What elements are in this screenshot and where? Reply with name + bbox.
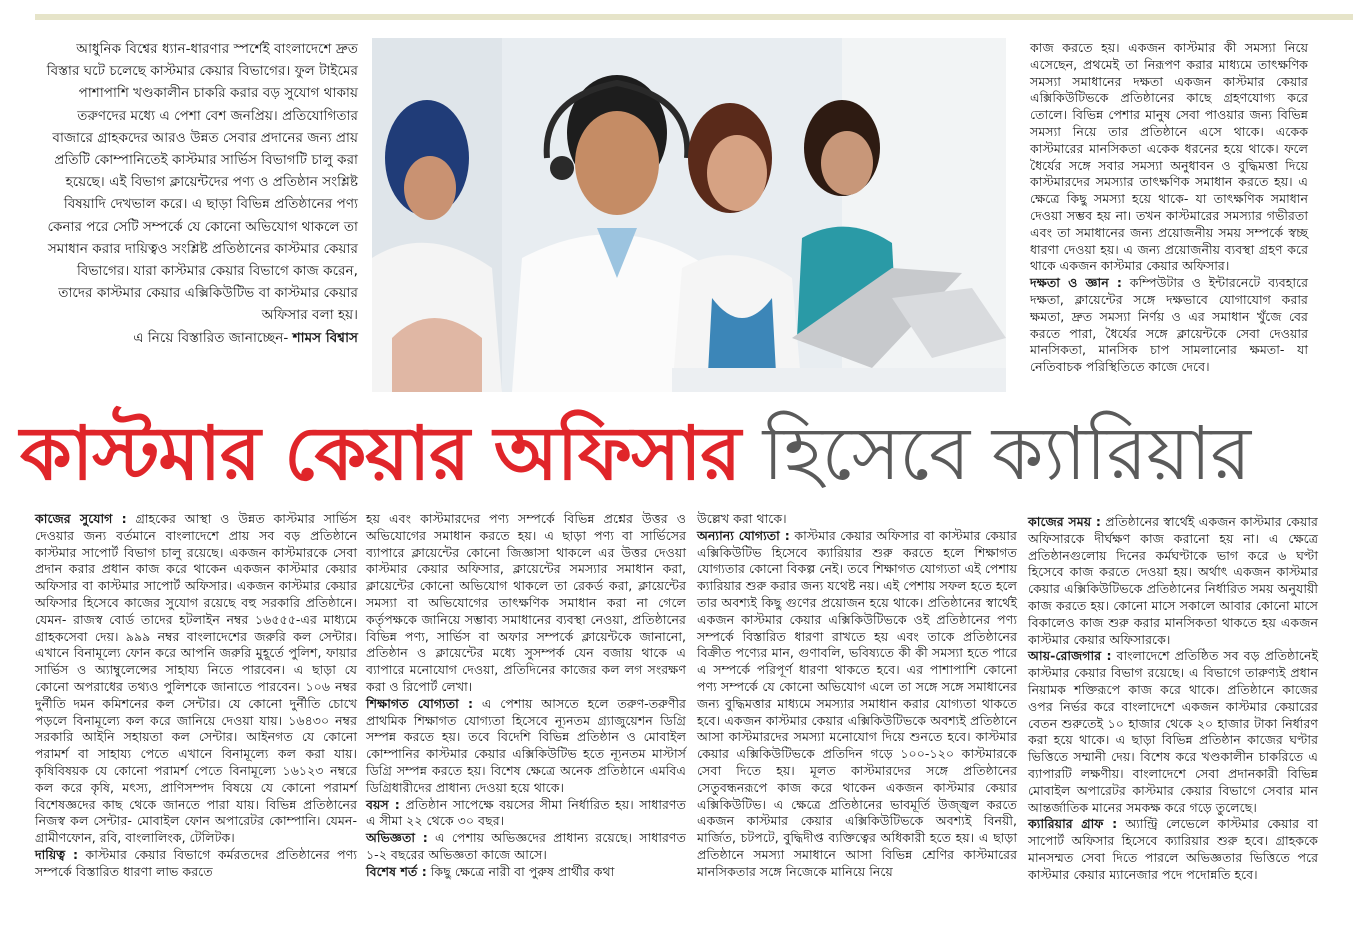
call-center-photo [372,38,1006,392]
special-condition-text: কিছু ক্ষেত্রে নারী বা পুরুষ প্রার্থীর কথা [430,863,615,879]
career-graph-heading: ক্যারিয়ার গ্রাফ : [1028,816,1118,832]
right-top-paragraph: কাজ করতে হয়। একজন কাস্টমার কী সমস্যা নিয়ে এসেছেন, প্রথমেই তা নিরূপণ করার মাধ্যমে তাৎক্ষণিক সমস্যা সমাধানের দক্ষতা একজন কাস্টমার কেয়ার এক্সিকিউটিভকে প্রতিষ্ঠানের কাছে গ্রহণযোগ্য করে তোলে। বিভিন্ন পেশার মানুষ সেবা পাওয়ার জন্য বিভিন্ন সমস্যা নিয়ে তার প্রতিষ্ঠানে এসে থাকে। একেক কাস্টমারের মানসিকতা একেক ধরনের হয়ে থাকে। ফলে ধৈর্যের সঙ্গে সবার সমস্যা অনুধাবন ও বুদ্ধিমত্তা দিয়ে কাস্টমারদের সমস্যার তাৎক্ষণিক সমাধান করতে হয়। এ ক্ষেত্রে কিছু সমস্যা হয়ে থাকে- যা তাৎক্ষণিক সমাধান দেওয়া সম্ভব হয় না। তখন কাস্টমারের সমস্যার গভীরতা এবং তা সমাধানের জন্য প্রয়োজনীয় সময় সম্পর্কে স্বচ্ছ ধারণা দেওয়া হয়। এ জন্য প্রয়োজনীয় ব্যবস্থা গ্রহণ করে থাকে একজন কাস্টমার কেয়ার অফিসার। [1030,40,1308,274]
call-center-illustration [372,38,1006,392]
column-4 [1028,514,1318,884]
right-top-column [1030,40,1308,376]
headline-red: কাস্টমার কেয়ার অফিসার [20,411,741,497]
special-condition-heading: বিশেষ শর্ত : [366,863,427,879]
intro-block [40,38,358,349]
special-continued: উল্লেখ করা থাকে। [697,511,787,526]
experience-heading: অভিজ্ঞতা : [366,830,428,846]
headline [20,408,1340,500]
income-text: বাংলাদেশে প্রতিষ্ঠিত সব বড় প্রতিষ্ঠানেই কাস্টমার কেয়ার বিভাগ রয়েছে। এ বিভাগে তারুণ্যই প্রধান নিয়ামক শক্তিরূপে কাজ করে থাকে। প্রতিষ্ঠানে কাজের ওপর নির্ভর করে বাংলাদেশে একজন কাস্টমার কেয়ারের বেতন শুরুতেই ১০ হাজার থেকে ২০ হাজার টাকা নির্ধারণ করা হয়ে থাকে। এ ছাড়া বিভিন্ন প্রতিষ্ঠান কাজের ঘণ্টার ভিত্তিতে সম্মানী দেয়। বিশেষ করে খণ্ডকালীন চাকরিতে এ ব্যাপারটি লক্ষণীয়। বাংলাদেশে সেবা প্রদানকারী বিভিন্ন মোবাইল অপারেটর কাস্টমার কেয়ার বিভাগে সেবার মান আন্তর্জাতিক মানের সমকক্ষ করে গড়ে তুলেছে। [1028,648,1319,815]
other-qualification-text: কাস্টমার কেয়ার অফিসার বা কাস্টমার কেয়ার এক্সিকিউটিভ হিসেবে ক্যারিয়ার শুরু করতে হলে শিক্ষাগত যোগ্যতার কোনো বিকল্প নেই। তবে শিক্ষাগত যোগ্যতা এই পেশায় ক্যারিয়ার শুরু করার জন্য যথেষ্ট নয়। এই পেশায় সফল হতে হলে তার অবশ্যই কিছু গুণের প্রয়োজন হয়ে থাকে। প্রতিষ্ঠানের স্বার্থেই একজন কাস্টমার কেয়ার এক্সিকিউটিভকে ওই প্রতিষ্ঠানের পণ্য সম্পর্কে বিস্তারিত ধারণা রাখতে হয় এবং তাকে প্রতিষ্ঠানের বিক্রীত পণ্যের মান, গুণাবলি, ভবিষ্যতে কী কী সমস্যা হতে পারে এ সম্পর্কে পরিপূর্ণ ধারণা থাকতে হবে। এর পাশাপাশি কোনো পণ্য সম্পর্কে যে কোনো অভিযোগ এলে তা সঙ্গে সঙ্গে সমাধানের জন্য বুদ্ধিমত্তার মাধ্যমে সমস্যার সমাধান করার যোগ্যতা থাকতে হবে। একজন কাস্টমার কেয়ার এক্সিকিউটিভকে অবশ্যই প্রতিষ্ঠানে আসা কাস্টমারদের সমস্যা মনোযোগ দিয়ে শুনতে হবে। কাস্টমার কেয়ার এক্সিকিউটিভকে প্রতিদিন গড়ে ১০০-১২০ কাস্টমারকে সেবা দিতে হয়। মূলত কাস্টমারদের সঙ্গে প্রতিষ্ঠানের সেতুবন্ধনরূপে কাজ করে থাকেন একজন কাস্টমার কেয়ার এক্সিকিউটিভ। এ ক্ষেত্রে প্রতিষ্ঠানের ভাবমূর্তি উজ্জ্বল করতে একজন কাস্টমার কেয়ার এক্সিকিউটিভকে অবশ্যই বিনয়ী, মার্জিত, চটপটে, বুদ্ধিদীপ্ত ব্যক্তিত্বের অধিকারী হতে হয়। এ ছাড়া প্রতিষ্ঠানে সমস্যা সমাধানে আসা বিভিন্ন শ্রেণির কাস্টমারের মানসিকতার সঙ্গে নিজেকে মানিয়ে নিয়ে [697,527,1017,879]
work-time-heading: কাজের সময় : [1028,514,1101,529]
duty-heading: দায়িত্ব : [35,846,79,862]
work-scope-text: গ্রাহকের আস্থা ও উন্নত কাস্টমার সার্ভিস দেওয়ার জন্য বর্তমানে বাংলাদেশে প্রায় সব বড় প্রতিষ্ঠানে কাস্টমার সাপোর্ট বিভাগ চালু রয়েছে। একজন কাস্টমারকে সেবা প্রদান করার প্রধান কাজ করে থাকেন একজন কাস্টমার কেয়ার অফিসার বা কাস্টমার সাপোর্ট অফিসার। একজন কাস্টমার কেয়ার অফিসার হিসেবে কাজের সুযোগ রয়েছে বহু সরকারি প্রতিষ্ঠানে। যেমন- রাজস্ব বোর্ড তাদের হটলাইন নম্বর ১৬৫৫৫-এর মাধ্যমে গ্রাহকসেবা দেয়। ৯৯৯ নম্বর বাংলাদেশের জরুরি কল সেন্টার। এখানে বিনামূল্যে ফোন করে আপনি জরুরি মুহূর্তে পুলিশ, ফায়ার সার্ভিস ও অ্যাম্বুলেন্সের সাহায্য নিতে পারবেন। এ ছাড়া যে কোনো অপরাধের তথ্যও পুলিশকে জানাতে পারবেন। ১০৬ নম্বর দুর্নীতি দমন কমিশনের কল সেন্টার। যে কোনো দুর্নীতি চোখে পড়লে বিনামূল্যে কল করে জানিয়ে দেওয়া যায়। ১৬৪৩০ নম্বর সরকারি আইনি সহায়তা কল সেন্টার। আইনগত যে কোনো পরামর্শ বা সাহায্য পেতে এখানে বিনামূল্যে কল করা যায়। কৃষিবিষয়ক যে কোনো পরামর্শ পেতে বিনামূল্যে ১৬১২৩ নম্বরে কল করে কৃষি, মৎস্য, প্রাণিসম্পদ বিষয়ে যে কোনো পরামর্শ বিশেষজ্ঞদের কাছ থেকে জানতে পারা যায়। বিভিন্ন প্রতিষ্ঠানের নিজস্ব কল সেন্টার- মোবাইল ফোন অপারেটর কোম্পানি। যেমন- গ্রামীণফোন, রবি, বাংলালিংক, টেলিটক। [35,511,357,846]
headline-grey: হিসেবে ক্যারিয়ার [762,411,1251,497]
author-name: শামস বিশ্বাস [292,329,358,346]
byline: এ নিয়ে বিস্তারিত জানাচ্ছেন- [133,329,289,346]
income-heading: আয়-রোজগার : [1028,648,1112,664]
top-rule [35,14,1353,20]
skill-heading: দক্ষতা ও জ্ঞান : [1030,275,1122,291]
work-scope-heading: কাজের সুযোগ : [35,511,127,526]
duty-continued: হয় এবং কাস্টমারদের পণ্য সম্পর্কে বিভিন্ন প্রশ্নের উত্তর ও অভিযোগের সমাধান করতে হয়। এ ছাড়া পণ্য বা সার্ভিসের ব্যাপারে ক্লায়েন্টের কোনো জিজ্ঞাসা থাকলে এর উত্তর দেওয়া কাস্টমার কেয়ার অফিসার, ক্লায়েন্টের সমস্যার সমাধান করা, ক্লায়েন্টের কোনো অভিযোগ থাকলে তা রেকর্ড করা, ক্লায়েন্টের সমস্যা বা অভিযোগের তাৎক্ষণিক সমাধান করা না গেলে কর্তৃপক্ষকে জানিয়ে সম্ভাব্য সমাধানের ব্যবস্থা নেওয়া, প্রতিষ্ঠানের বিভিন্ন পণ্য, সার্ভিস বা অফার সম্পর্কে ক্লায়েন্টকে জানানো, প্রতিষ্ঠান ও ক্লায়েন্টের মধ্যে সুসম্পর্ক যেন বজায় থাকে এ ব্যাপারে মনোযোগ দেওয়া, প্রতিদিনের কাজের কল লগ সংরক্ষণ করা ও রিপোর্ট লেখা। [366,511,686,694]
column-2 [366,511,686,881]
column-3 [697,511,1017,881]
age-heading: বয়স : [366,796,400,812]
column-1 [35,511,357,881]
work-time-text: প্রতিষ্ঠানের স্বার্থেই একজন কাস্টমার কেয়ার অফিসারকে দীর্ঘক্ষণ কাজ করানো হয় না। এ ক্ষেত্রে প্রতিষ্ঠানগুলোয় দিনের কর্মঘণ্টাকে ভাগ করে ৬ ঘণ্টা হিসেবে কাজ করতে দেওয়া হয়। অর্থাৎ একজন কাস্টমার কেয়ার এক্সিকিউটিভকে প্রতিষ্ঠানের নির্ধারিত সময় অনুযায়ী কাজ করতে হয়। কোনো মাসে সকালে আবার কোনো মাসে বিকালেও কাজ শুরু করার মানসিকতা থাকতে হয় একজন কাস্টমার কেয়ার অফিসারকে। [1028,514,1318,647]
education-heading: শিক্ষাগত যোগ্যতা : [366,695,474,711]
age-text: প্রতিষ্ঠান সাপেক্ষে বয়সের সীমা নির্ধারিত হয়। সাধারণত এ সীমা ২২ থেকে ৩০ বছর। [366,796,687,829]
experience-text: এ পেশায় অভিজ্ঞদের প্রাধান্য রয়েছে। সাধারণত ১-২ বছরের অভিজ্ঞতা কাজে আসে। [366,830,686,862]
other-qualification-heading: অন্যান্য যোগ্যতা : [697,527,790,543]
duty-text: কাস্টমার কেয়ার বিভাগে কর্মরতদের প্রতিষ্ঠানের পণ্য সম্পর্কে বিস্তারিত ধারণা লাভ করতে [35,846,357,879]
intro-text: আধুনিক বিশ্বের ধ্যান-ধারণার স্পর্শেই বাংলাদেশে দ্রুত বিস্তার ঘটে চলেছে কাস্টমার কেয়ার বিভাগের। ফুল টাইমের পাশাপাশি খণ্ডকালীন চাকরি করার বড় সুযোগ থাকায় তরুণদের মধ্যে এ পেশা বেশ জনপ্রিয়। প্রতিযোগিতার বাজারে গ্রাহকদের আরও উন্নত সেবার প্রদানের জন্য প্রায় প্রতিটি কোম্পানিতেই কাস্টমার সার্ভিস বিভাগটি চালু করা হয়েছে। এই বিভাগ ক্লায়েন্টদের পণ্য ও প্রতিষ্ঠান সংশ্লিষ্ট বিষয়াদি দেখভাল করে। এ ছাড়া বিভিন্ন প্রতিষ্ঠানের পণ্য কেনার পরে সেটি সম্পর্কে যে কোনো অভিযোগ থাকলে তা সমাধান করার দায়িত্বও সংশ্লিষ্ট প্রতিষ্ঠানের কাস্টমার কেয়ার বিভাগের। যারা কাস্টমার কেয়ার বিভাগে কাজ করেন, তাদের কাস্টমার কেয়ার এক্সিকিউটিভ বা কাস্টমার কেয়ার অফিসার বলা হয়। [46,41,358,324]
career-graph-text: অ্যান্ট্রি লেভেলে কাস্টমার কেয়ার বা সাপোর্ট অফিসার হিসেবে ক্যারিয়ার শুরু হবে। গ্রাহককে মানসম্মত সেবা দিতে পারলে অভিজ্ঞতার ভিত্তিতে পরে কাস্টমার কেয়ার ম্যানেজার পদে পদোন্নতি হবে। [1028,816,1318,882]
education-text: এ পেশায় আসতে হলে তরুণ-তরুণীর প্রাথমিক শিক্ষাগত যোগ্যতা হিসেবে ন্যূনতম গ্র্যাজুয়েশন ডিগ্রি সম্পন্ন করতে হয়। তবে বিদেশি বিভিন্ন প্রতিষ্ঠান ও মোবাইল কোম্পানির কাস্টমার কেয়ার এক্সিকিউটিভ হতে ন্যূনতম মাস্টার্স ডিগ্রি সম্পন্ন করতে হয়। বিশেষ ক্ষেত্রে অনেক প্রতিষ্ঠানে এমবিএ ডিগ্রিধারীদের প্রাধান্য দেওয়া হয়ে থাকে। [366,695,686,795]
skill-text: কম্পিউটার ও ইন্টারনেটে ব্যবহারে দক্ষতা, ক্লায়েন্টের সঙ্গে দক্ষভাবে যোগাযোগ করার ক্ষমতা, দ্রুত সমস্যা নির্ণয় ও এর সমাধান খুঁজে বের করতে পারা, ধৈর্যের সঙ্গে ক্লায়েন্টকে সেবা দেওয়ার মানসিকতা, মানসিক চাপ সামলানোর ক্ষমতা- যা নেতিবাচক পরিস্থিতিতে কাজে দেবে। [1030,275,1308,375]
